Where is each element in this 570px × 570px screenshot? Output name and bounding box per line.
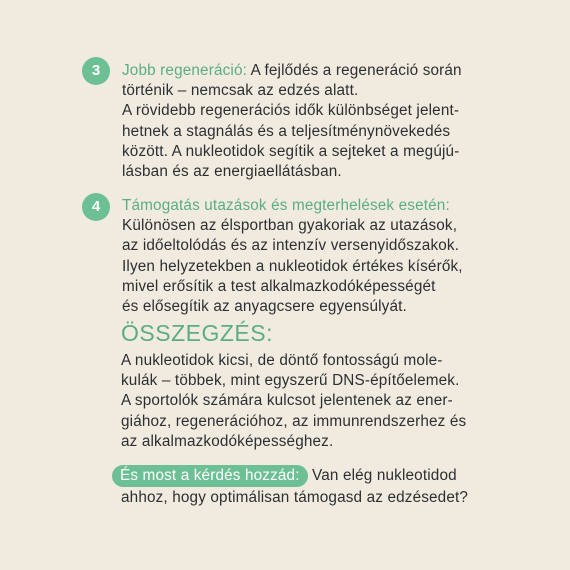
summary-line-4: giához, regenerációhoz, az immunrendszerhez és [121, 412, 467, 430]
question-line-2: ahhoz, hogy optimálisan támogasd az edzésedet? [121, 489, 469, 506]
question-line-1-text: Van elég nukleotidod [307, 467, 457, 484]
number-badge-4: 4 [82, 193, 110, 221]
question-line-1 [112, 465, 512, 487]
summary-title: ÖSSZEGZÉS: [121, 320, 273, 346]
list-item-4-line-3: Ilyen helyzetekben a nukleotidok értékes kísérők, [122, 257, 463, 275]
list-item-4-heading: Támogatás utazások és megterhelések esetén: [122, 197, 450, 214]
list-item-3-line-2: történik – nemcsak az edzés alatt. [122, 82, 359, 100]
list-item-4-line-2: az időeltolódás és az intenzív versenyidőszakok. [122, 237, 460, 255]
list-item-4-text [122, 196, 494, 317]
question-highlight: És most a kérdés hozzád: [112, 465, 308, 487]
summary-line-1: A nukleotidok kicsi, de döntő fontosságú mole- [121, 352, 443, 369]
list-item-4-line-4: mivel erősítik a test alkalmazkodóképességét [122, 277, 436, 295]
list-item-3-line-1-text: A fejlődés a regeneráció során [247, 62, 462, 79]
list-item-3-line-1 [122, 61, 494, 81]
summary-line-2: kulák – többek, mint egyszerű DNS-építőelemek. [121, 372, 460, 390]
list-item-3-line-4: hetnek a stagnálás és a teljesítménynövekedés [122, 122, 451, 140]
list-item-3-heading: Jobb regeneráció: [122, 62, 248, 79]
list-item-3-text [122, 61, 494, 182]
list-item-3-line-3: A rövidebb regenerációs idők különbséget jelent- [122, 102, 460, 120]
summary-line-3: A sportolók számára kulcsot jelentenek az ener- [121, 392, 453, 410]
number-badge-3: 3 [82, 57, 110, 85]
summary-body [121, 351, 505, 452]
list-item-4-line-5: és elősegítik az anyagcsere egyensúlyát. [122, 298, 407, 316]
list-item-3-line-5: között. A nukleotidok segítik a sejteket a megújú- [122, 142, 460, 160]
list-item-4-line-1: Különösen az élsportban gyakoriak az utazások, [122, 217, 458, 235]
closing-question [112, 465, 512, 509]
summary-line-5: az alkalmazkodóképességhez. [121, 432, 334, 450]
list-item-3-line-6: lásban és az energiaellátásban. [122, 163, 342, 181]
